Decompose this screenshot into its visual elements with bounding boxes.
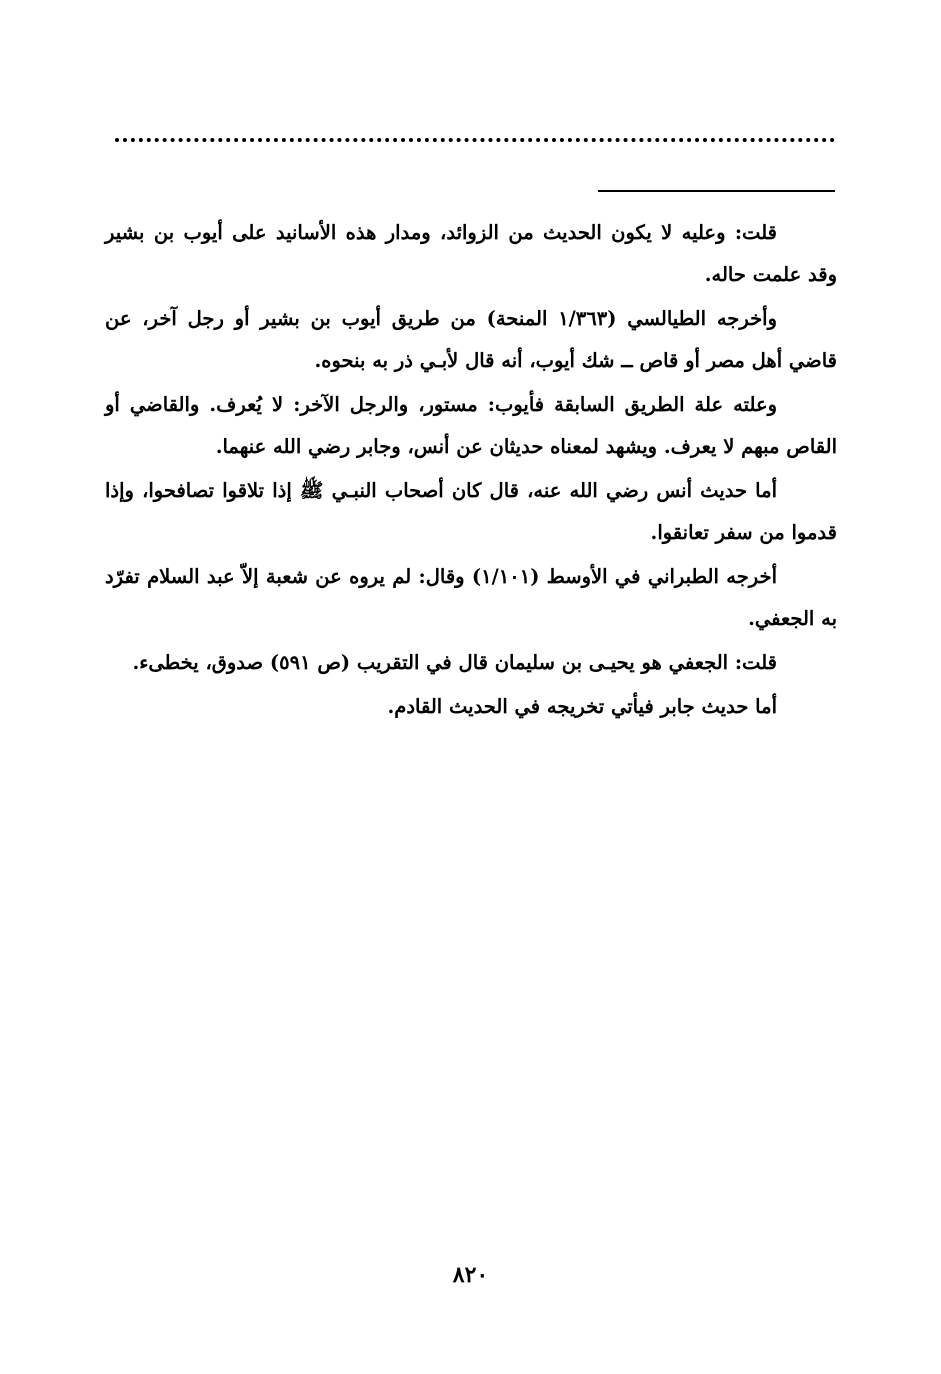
footnote-paragraph-2: وأخرجه الطيالسي (١/٣٦٣ المنحة) من طريق أيوب بن بشير أو رجل آخر، عن قاضي أهل مصر أو قاص ــ شك أيوب، أنه قال لأبـي ذر به بنحوه.	[105, 307, 837, 372]
footnote-paragraph-5: أخرجه الطبراني في الأوسط (١/١٠١) وقال: لم يروه عن شعبة إلاّ عبد السلام تفرّد به الجعفي.	[105, 565, 837, 630]
footnote-paragraph-1: قلت: وعليه لا يكون الحديث من الزوائد، ومدار هذه الأسانيد على أيوب بن بشير وقد علمت حاله.	[105, 221, 837, 286]
header-dotted-separator	[115, 138, 835, 142]
footnote-paragraph-6: قلت: الجعفي هو يحيـى بن سليمان قال في التقريب (ص ٥٩١) صدوق، يخطىء.	[132, 651, 777, 674]
footnote-paragraph-4: أما حديث أنس رضي الله عنه، قال كان أصحاب النبـي ﷺ إذا تلاقوا تصافحوا، وإذا قدموا من سفر تعانقوا.	[105, 479, 837, 544]
footnote-separator-line	[598, 190, 835, 192]
footnote-paragraph-3: وعلته علة الطريق السابقة فأيوب: مستور، والرجل الآخر: لا يُعرف. والقاضي أو القاص مبهم لا يعرف. ويشهد لمعناه حديثان عن أنس، وجابر رضي الله عنهما.	[105, 393, 837, 458]
page-number: ٨٢٠	[452, 1262, 489, 1288]
footnote-paragraph-7: أما حديث جابر فيأتي تخريجه في الحديث القادم.	[387, 695, 777, 718]
footnotes-section	[105, 212, 837, 730]
